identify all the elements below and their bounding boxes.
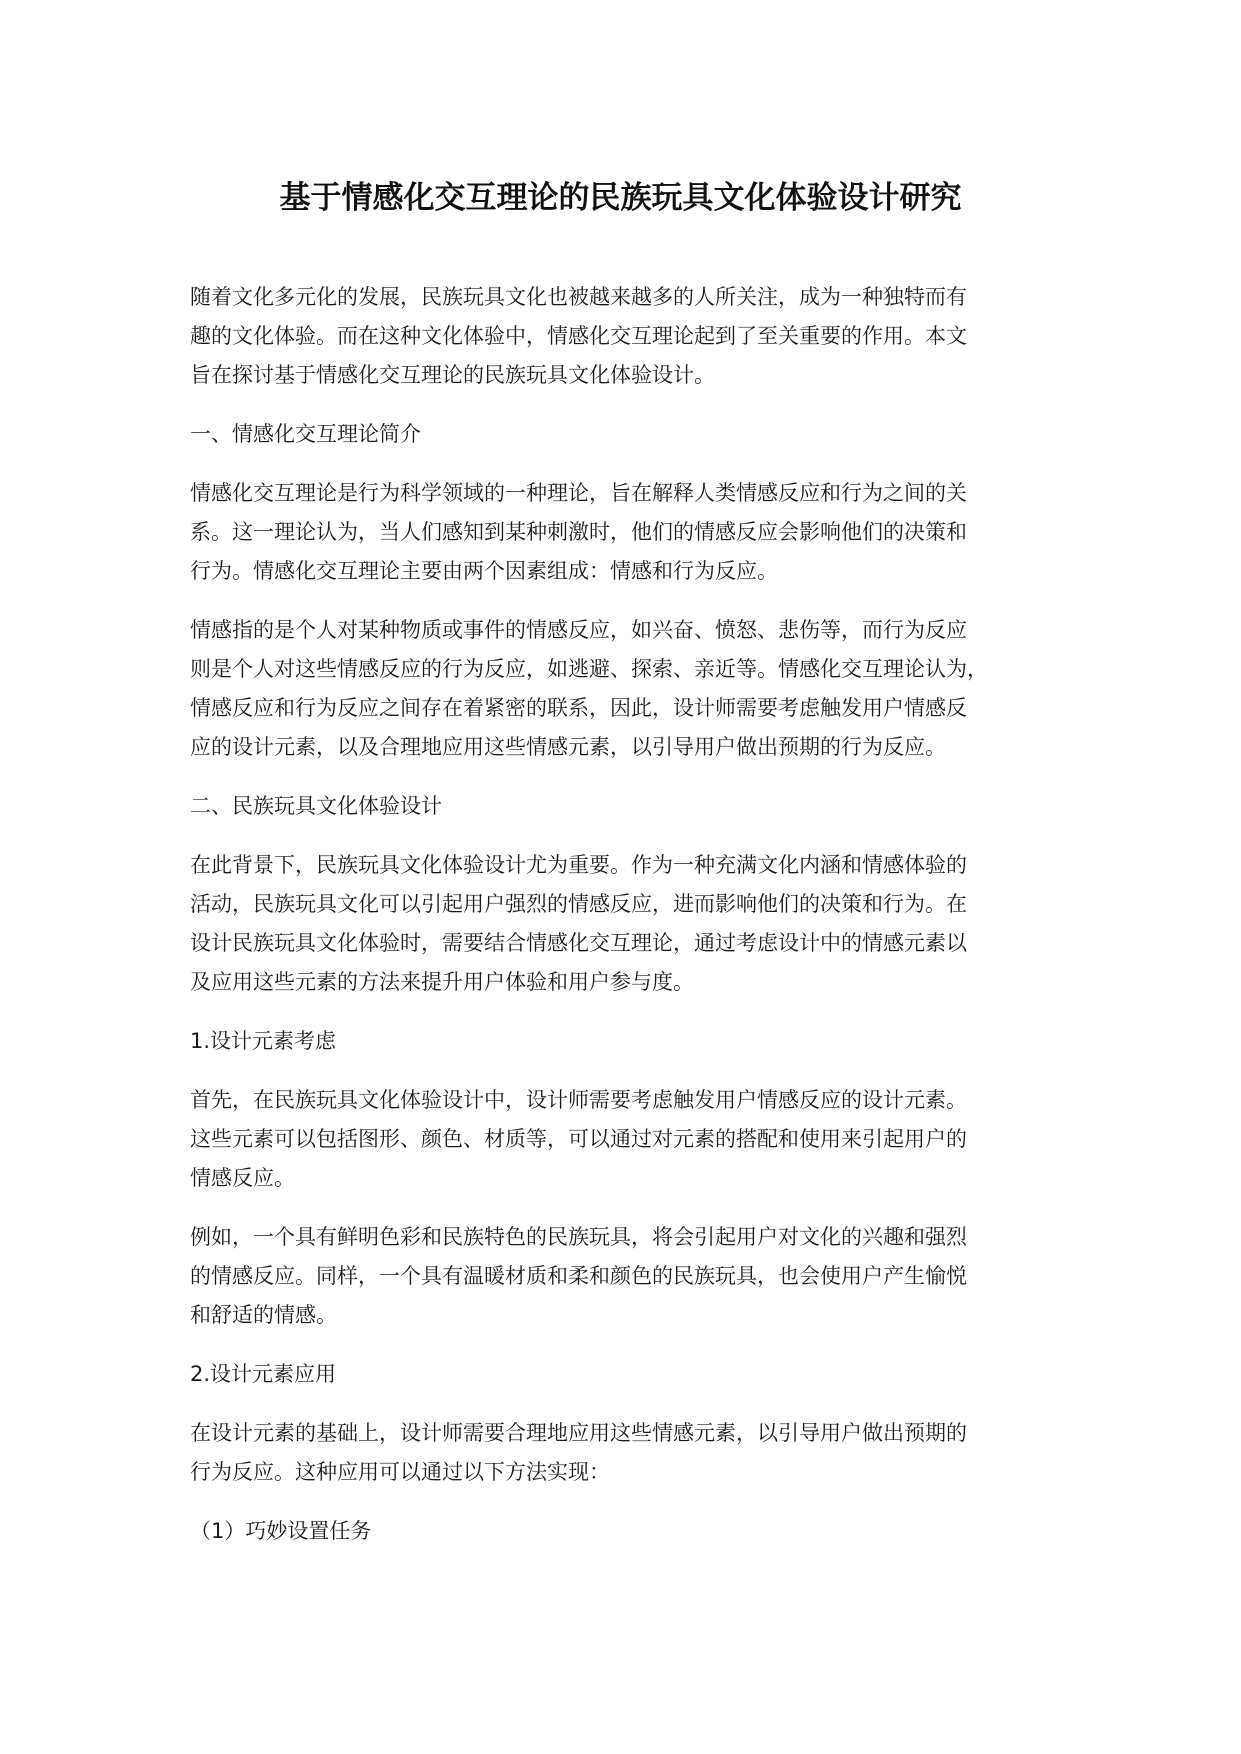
- paragraph: [190, 1081, 1070, 1198]
- paragraph-line: 系。这一理论认为，当人们感知到某种刺激时，他们的情感反应会影响他们的决策和: [190, 520, 967, 544]
- section-heading: 二、民族玩具文化体验设计: [190, 794, 442, 818]
- paragraph-line: 设计民族玩具文化体验时，需要结合情感化交互理论，通过考虑设计中的情感元素以: [190, 931, 967, 955]
- section-heading: 一、情感化交互理论简介: [190, 422, 421, 446]
- paragraph: [190, 278, 1070, 395]
- paragraph-line: 这些元素可以包括图形、颜色、材质等，可以通过对元素的搭配和使用来引起用户的: [190, 1127, 967, 1151]
- paragraph-line: 情感指的是个人对某种物质或事件的情感反应，如兴奋、愤怒、悲伤等，而行为反应: [190, 618, 967, 642]
- paragraph: [190, 846, 1070, 1002]
- document-body: [190, 278, 1070, 1571]
- paragraph-line: 和舒适的情感。: [190, 1303, 337, 1327]
- paragraph: [190, 1218, 1070, 1335]
- section-heading: 2.设计元素应用: [190, 1362, 337, 1386]
- paragraph-line: 行为反应。这种应用可以通过以下方法实现：: [190, 1460, 610, 1484]
- section-heading: 1.设计元素考虑: [190, 1029, 337, 1053]
- paragraph-line: 在设计元素的基础上，设计师需要合理地应用这些情感元素，以引导用户做出预期的: [190, 1421, 967, 1445]
- paragraph-line: 情感反应。: [190, 1166, 295, 1190]
- document-title: 基于情感化交互理论的民族玩具文化体验设计研究: [279, 180, 962, 216]
- paragraph-line: 首先，在民族玩具文化体验设计中，设计师需要考虑触发用户情感反应的设计元素。: [190, 1088, 967, 1112]
- paragraph-line: 的情感反应。同样，一个具有温暖材质和柔和颜色的民族玩具，也会使用户产生愉悦: [190, 1264, 967, 1288]
- paragraph-line: 在此背景下，民族玩具文化体验设计尤为重要。作为一种充满文化内涵和情感体验的: [190, 853, 967, 877]
- paragraph-line: 及应用这些元素的方法来提升用户体验和用户参与度。: [190, 970, 694, 994]
- paragraph-line: 情感化交互理论是行为科学领域的一种理论，旨在解释人类情感反应和行为之间的关: [190, 481, 967, 505]
- paragraph-line: 情感反应和行为反应之间存在着紧密的联系，因此，设计师需要考虑触发用户情感反: [190, 696, 967, 720]
- paragraph-line: 活动，民族玩具文化可以引起用户强烈的情感反应，进而影响他们的决策和行为。在: [190, 892, 967, 916]
- paragraph-line: 旨在探讨基于情感化交互理论的民族玩具文化体验设计。: [190, 363, 715, 387]
- section-heading: （1）巧妙设置任务: [190, 1519, 372, 1543]
- paragraph-line: 随着文化多元化的发展，民族玩具文化也被越来越多的人所关注，成为一种独特而有: [190, 285, 967, 309]
- paragraph-line: 例如，一个具有鲜明色彩和民族特色的民族玩具，将会引起用户对文化的兴趣和强烈: [190, 1225, 967, 1249]
- paragraph: [190, 474, 1070, 591]
- paragraph: [190, 1414, 1070, 1492]
- paragraph: [190, 611, 1070, 767]
- paragraph-line: 则是个人对这些情感反应的行为反应，如逃避、探索、亲近等。情感化交互理论认为，: [190, 657, 988, 681]
- paragraph-line: 行为。情感化交互理论主要由两个因素组成：情感和行为反应。: [190, 559, 778, 583]
- paragraph-line: 应的设计元素，以及合理地应用这些情感元素，以引导用户做出预期的行为反应。: [190, 735, 946, 759]
- paragraph-line: 趣的文化体验。而在这种文化体验中，情感化交互理论起到了至关重要的作用。本文: [190, 324, 967, 348]
